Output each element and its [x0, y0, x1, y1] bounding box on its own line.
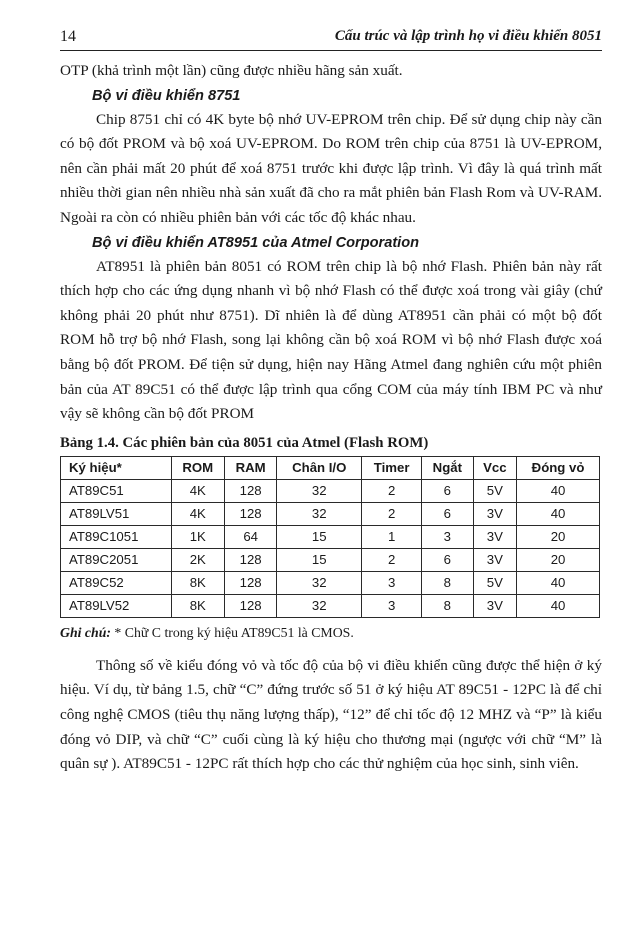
table-cell: 3V: [473, 548, 517, 571]
table-note: [60, 622, 602, 644]
table-cell: 1: [362, 525, 422, 548]
table-cell: 2K: [171, 548, 224, 571]
table-cell: 20: [517, 548, 600, 571]
table-row: [61, 571, 600, 594]
table-cell: 8K: [171, 594, 224, 617]
table-cell: 15: [277, 525, 362, 548]
heading-at8951: Bộ vi điều khiển AT8951 của Atmel Corporation: [92, 234, 420, 251]
table-cell: 8: [422, 571, 473, 594]
table-cell: AT89LV51: [61, 502, 172, 525]
table-cell: 2: [362, 548, 422, 571]
table-cell: 32: [277, 594, 362, 617]
table-cell: 15: [277, 548, 362, 571]
table-cell: 40: [517, 571, 600, 594]
page-number: 14: [60, 28, 76, 45]
table-cell: 64: [224, 525, 276, 548]
table-cell: 4K: [171, 502, 224, 525]
table-row: [61, 479, 600, 502]
table-row: [61, 548, 600, 571]
table-cell: 6: [422, 479, 473, 502]
header-cell-ky-hieu: Ký hiệu*: [61, 456, 172, 479]
header-cell-ngat: Ngắt: [422, 456, 473, 479]
table-row: [61, 594, 600, 617]
table-cell: 6: [422, 548, 473, 571]
heading-8751: Bộ vi điều khiển 8751: [92, 87, 241, 104]
table-cell: 3V: [473, 594, 517, 617]
table-cell: 2: [362, 502, 422, 525]
table-cell: 20: [517, 525, 600, 548]
paragraph-at8951: AT8951 là phiên bản 8051 có ROM trên chip là bộ nhớ Flash. Phiên bản này rất thích hợp cho các ứng dụng nhanh vì bộ nhớ Flash có thể được xoá trong vài giây (chứ không phải 20 phút như 8751). Dĩ nhiên là để dùng AT8951 cần phải có một bộ đốt ROM hỗ trợ bộ nhớ Flash, song lại không cần bộ xoá ROM vì bộ nhớ Flash được xoá bằng bộ đốt PROM. Để tiện sử dụng, hiện nay Hãng Atmel đang nghiên cứu một phiên bản của AT 89C51 có thể được lập trình qua cổng COM của máy tính IBM PC và như vậy sẽ không cần bộ đốt PROM: [60, 257, 602, 423]
table-cell: 128: [224, 571, 276, 594]
table-row: [61, 525, 600, 548]
atmel-versions-table: [60, 456, 600, 618]
table-cell: 128: [224, 479, 276, 502]
header-cell-chan-io: Chân I/O: [277, 456, 362, 479]
table-row: [61, 502, 600, 525]
running-title: Cấu trúc và lập trình họ vi điều khiển 8051: [334, 28, 602, 44]
table-cell: AT89C52: [61, 571, 172, 594]
table-cell: 6: [422, 502, 473, 525]
note-label: Ghi chú:: [60, 624, 111, 640]
table-cell: 32: [277, 479, 362, 502]
table-cell: 4K: [171, 479, 224, 502]
table-cell: 128: [224, 594, 276, 617]
table-cell: 3: [422, 525, 473, 548]
table-cell: 40: [517, 479, 600, 502]
table-cell: AT89C51: [61, 479, 172, 502]
table-cell: 32: [277, 502, 362, 525]
table-cell: 3V: [473, 525, 517, 548]
header-cell-rom: ROM: [171, 456, 224, 479]
table-cell: 32: [277, 571, 362, 594]
book-page: [60, 28, 602, 777]
table-cell: 40: [517, 594, 600, 617]
table-cell: 128: [224, 502, 276, 525]
paragraph-8751: Chip 8751 chỉ có 4K byte bộ nhớ UV-EPROM trên chip. Để sử dụng chip này cần có bộ đốt PROM và bộ xoá UV-EPROM. Do ROM trên chip của 8751 là UV-EPROM, nên cần phải mất 20 phút để xoá 8751 trước khi được lập trình. Vì đây là quá trình mất nhiều thời gian nên nhiều nhà sản xuất đã cho ra mắt phiên bản Flash Rom và UV-RAM. Ngoài ra còn có nhiều phiên bản với các tốc độ khác nhau.: [60, 110, 602, 226]
table-cell: 8: [422, 594, 473, 617]
table-cell: 5V: [473, 571, 517, 594]
header-cell-dong-vo: Đóng vỏ: [517, 456, 600, 479]
table-cell: AT89LV52: [61, 594, 172, 617]
table-cell: AT89C1051: [61, 525, 172, 548]
table-cell: 3: [362, 571, 422, 594]
paragraph-package-speed: Thông số về kiểu đóng vỏ và tốc độ của bộ vi điều khiển cũng được thể hiện ở ký hiệu. Ví dụ, từ bảng 1.5, chữ “C” đứng trước số 51 ở ký hiệu AT 89C51 - 12PC là để chỉ công nghệ CMOS (tiêu thụ năng lượng thấp), “12” để chỉ tốc độ 12 MHZ và “P” là kiểu đóng vỏ DIP, và chữ “C” cuối cùng là ký hiệu cho thương mại (ngược với chữ “M” là quân sự ). AT89C51 - 12PC rất thích hợp cho các thử nghiệm của học sinh, sinh viên.: [60, 656, 602, 773]
table-cell: 3V: [473, 502, 517, 525]
table-cell: 1K: [171, 525, 224, 548]
table-cell: 40: [517, 502, 600, 525]
table-cell: 2: [362, 479, 422, 502]
paragraph-otp: OTP (khả trình một lần) cũng được nhiều hãng sản xuất.: [60, 62, 403, 79]
note-text: * Chữ C trong ký hiệu AT89C51 là CMOS.: [110, 624, 354, 640]
header-cell-timer: Timer: [362, 456, 422, 479]
table-cell: 128: [224, 548, 276, 571]
table-caption: Bảng 1.4. Các phiên bản của 8051 của Atmel (Flash ROM): [60, 434, 429, 451]
table-header-row: [61, 456, 600, 479]
table-cell: 8K: [171, 571, 224, 594]
header-cell-ram: RAM: [224, 456, 276, 479]
table-cell: 5V: [473, 479, 517, 502]
table-cell: AT89C2051: [61, 548, 172, 571]
running-header: [60, 28, 602, 51]
header-cell-vcc: Vcc: [473, 456, 517, 479]
table-cell: 3: [362, 594, 422, 617]
